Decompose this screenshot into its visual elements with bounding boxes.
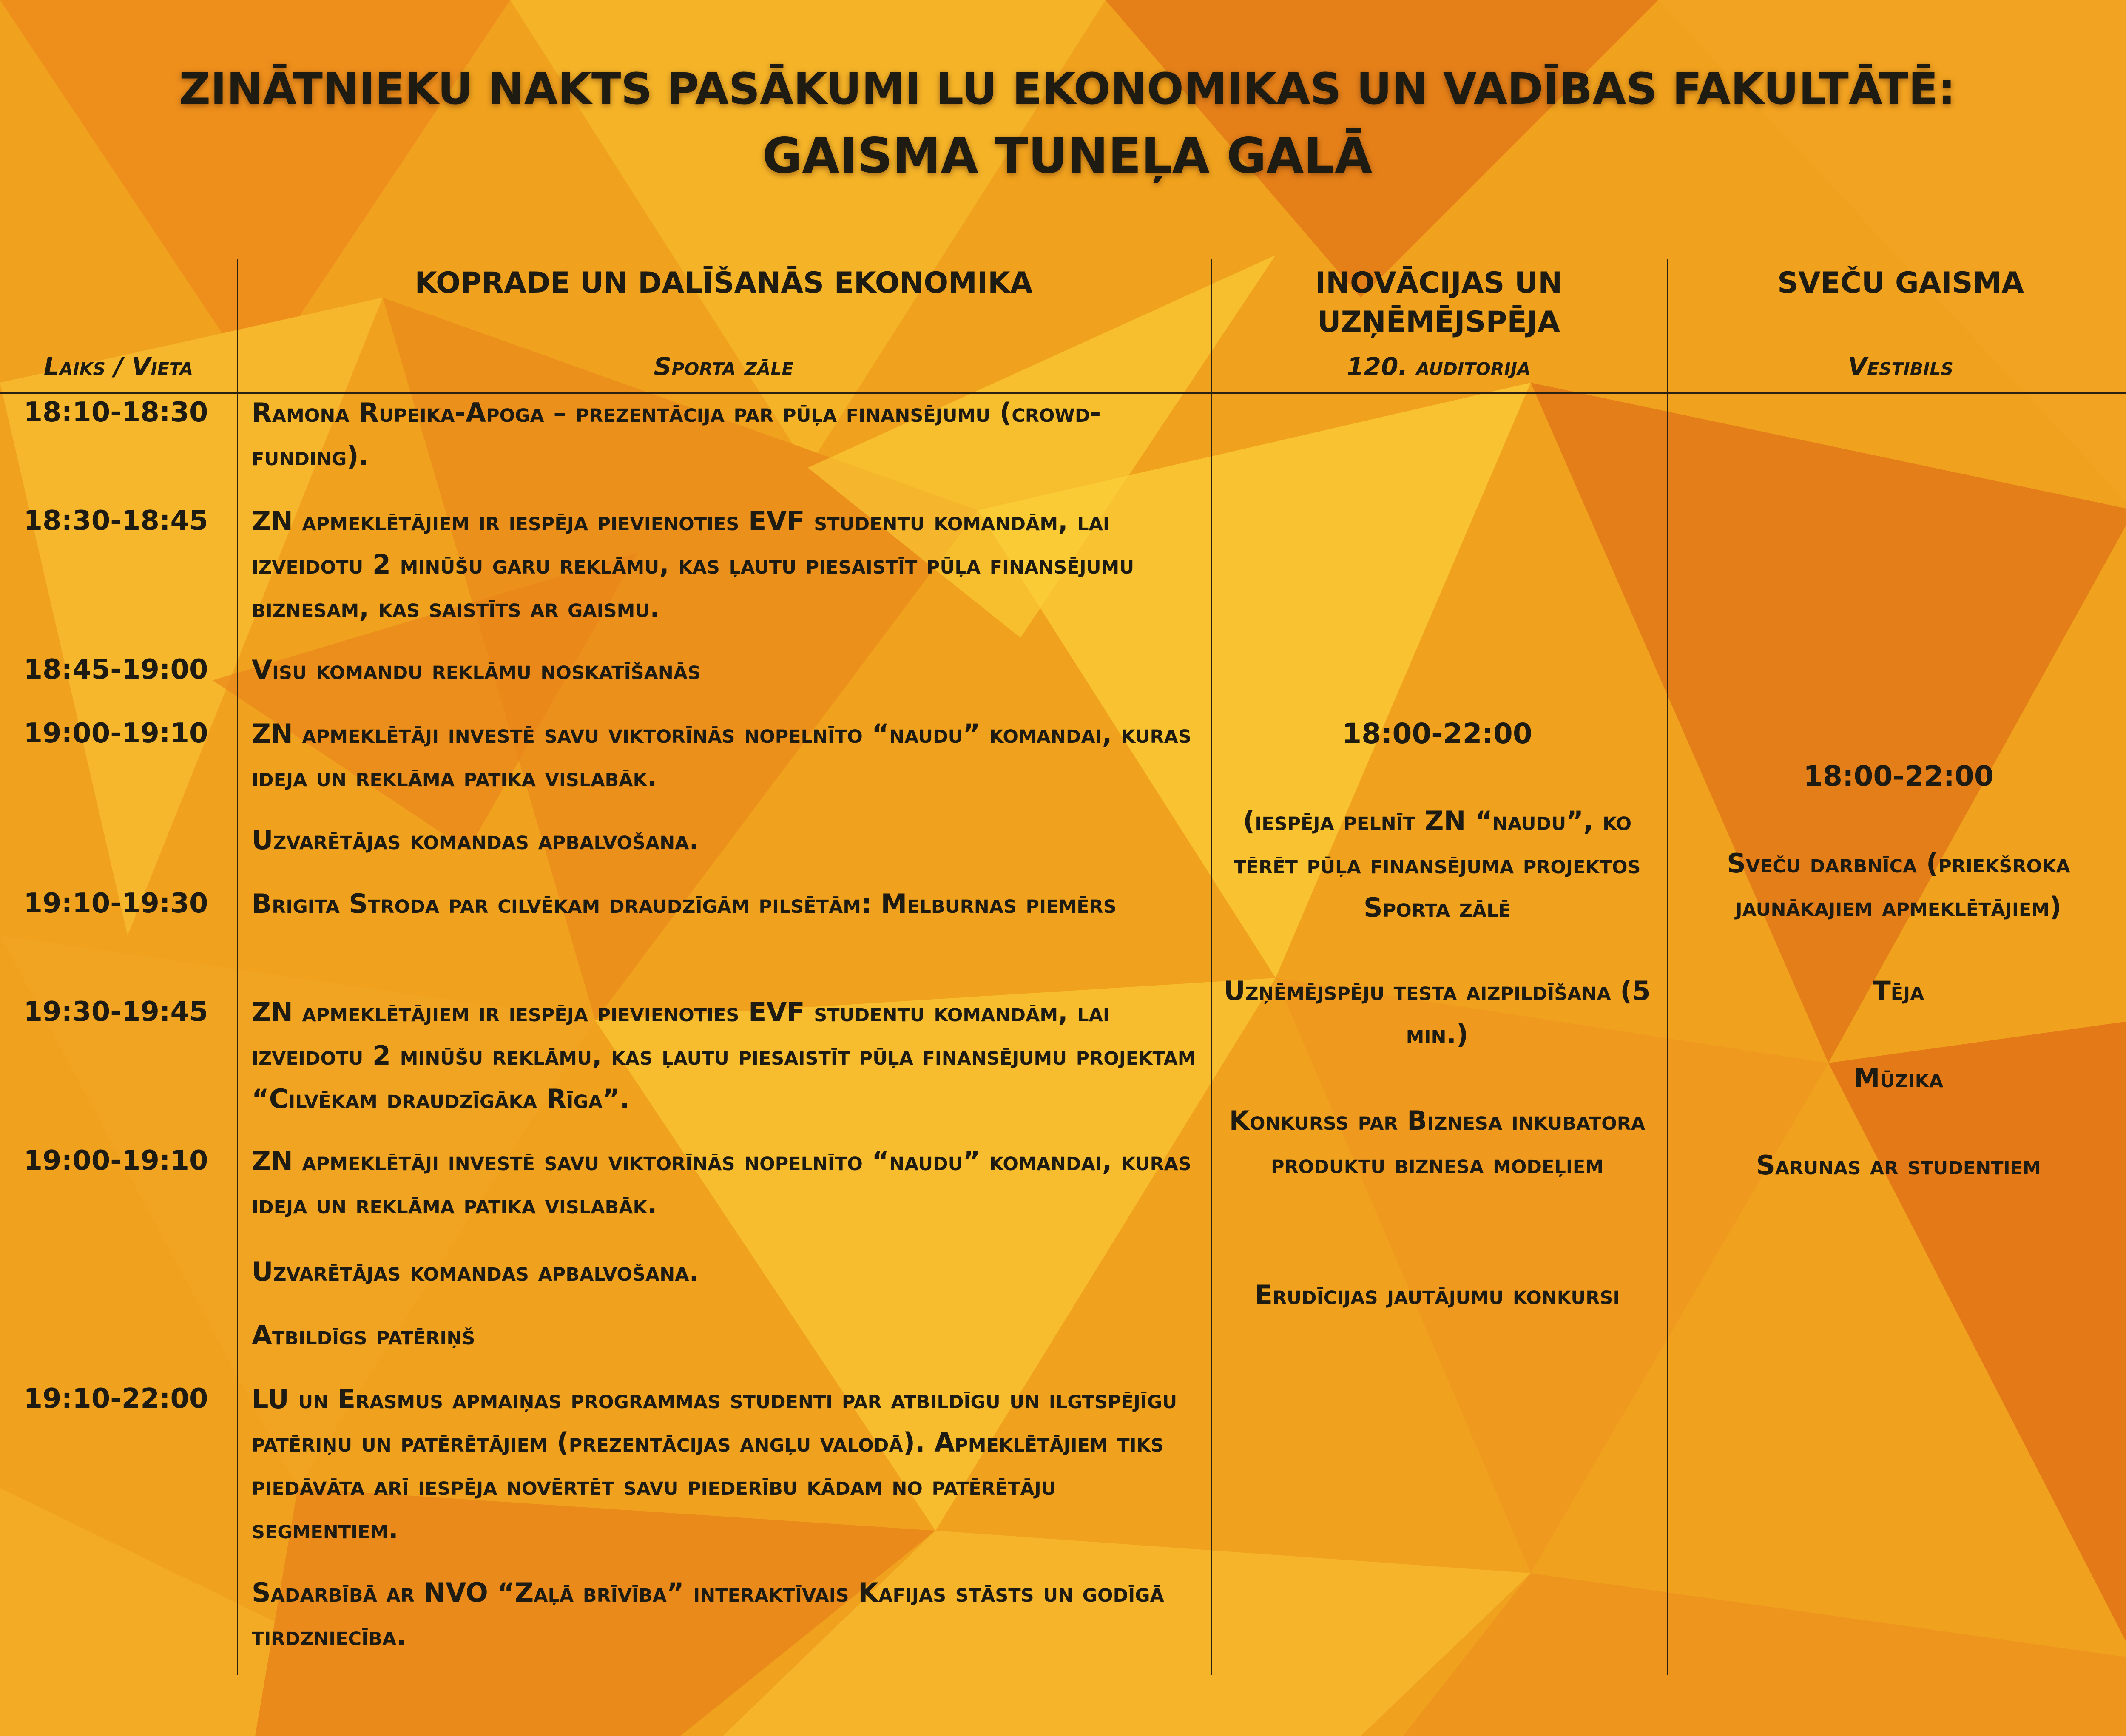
col3-item: Mūzika	[1853, 1063, 1944, 1094]
schedule-item: Uzvarētājas komandas apbalvošana.	[252, 824, 699, 855]
schedule-item: Visu komandu reklāmu noskatīšanās	[252, 654, 701, 685]
divider	[1667, 259, 1668, 1675]
col3-time: 18:00-22:00	[1803, 760, 1994, 793]
col2-item: Erudīcijas jautājumu konkursi	[1254, 1279, 1620, 1310]
schedule-item: Brigita Stroda par cilvēkam draudzīgām pilsētām: Melburnas piemērs	[252, 888, 1117, 919]
column-header: INOVĀCIJAS UN UZŅĒMĒJSPĒJA	[1315, 266, 1563, 339]
col2-item: Uzņēmējspēju testa aizpildīšana (5 min.)	[1224, 975, 1651, 1050]
divider	[237, 259, 238, 1675]
schedule-item: Uzvarētājas komandas apbalvošana.	[252, 1256, 699, 1287]
time-slot: 18:45-19:00	[23, 654, 208, 685]
col3-item: Sveču darbnīca (priekšroka jaunākajiem apmeklētājiem)	[1727, 848, 2070, 922]
time-slot: 19:10-19:30	[23, 888, 208, 919]
schedule-item: Atbildīgs patēriņš	[252, 1320, 475, 1351]
schedule-item: ZN apmeklētāji investē savu viktorīnās nopelnīto “naudu” komandai, kuras ideja un reklāma patika vislabāk.	[252, 718, 1191, 793]
col2-time: 18:00-22:00	[1342, 717, 1532, 750]
column-header: KOPRADE UN DALĪŠANĀS EKONOMIKA	[415, 266, 1033, 300]
divider	[1211, 259, 1212, 1675]
col2-item: Konkurss par Biznesa inkubatora produktu biznesa modeļiem	[1229, 1105, 1646, 1179]
schedule-item: ZN apmeklētājiem ir iespēja pievienoties EVF studentu komandām, lai izveidotu 2 minūšu reklāmu, kas ļautu piesaistīt pūļa finansējumu projektam “Cilvēkam draudzīgāka Rīga”.	[252, 997, 1196, 1114]
time-slot: 18:30-18:45	[23, 505, 208, 537]
col3-item: Tēja	[1873, 975, 1924, 1006]
col3-item: Sarunas ar studentiem	[1756, 1150, 2041, 1181]
column-subheader: Sporta zāle	[654, 352, 794, 381]
time-slot: 19:30-19:45	[23, 996, 208, 1028]
schedule-item: ZN apmeklētājiem ir iespēja pievienoties EVF studentu komandām, lai izveidotu 2 minūšu garu reklāmu, kas ļautu piesaistīt pūļa finansējumu biznesam, kas saistīts ar gaismu.	[252, 506, 1134, 623]
column-header: SVEČU GAISMA	[1777, 266, 2024, 300]
schedule-item: LU un Erasmus apmaiņas programmas studenti par atbildīgu un ilgtspējīgu patēriņu un patērētājiem (prezentācijas angļu valodā). Apmeklētājiem tiks piedāvāta arī iespēja novērtēt savu piederību kādam no patērētāju segmentiem.	[252, 1384, 1177, 1545]
time-slot: 19:00-19:10	[23, 718, 208, 749]
schedule-item: ZN apmeklētāji investē savu viktorīnās nopelnīto “naudu” komandai, kuras ideja un reklāma patika vislabāk.	[252, 1145, 1191, 1220]
column-subheader: Laiks / Vieta	[43, 352, 193, 381]
time-slot: 18:10-18:30	[23, 397, 208, 428]
time-slot: 19:00-19:10	[23, 1145, 208, 1176]
column-subheader: 120. auditorija	[1347, 352, 1531, 381]
page-title: ZINĀTNIEKU NAKTS PASĀKUMI LU EKONOMIKAS UN VADĪBAS FAKULTĀTĒ:	[179, 64, 1955, 114]
schedule-item: Sadarbībā ar NVO “Zaļā brīvība” interaktīvais Kafijas stāsts un godīgā tirdzniecība.	[252, 1577, 1164, 1651]
time-slot: 19:10-22:00	[23, 1383, 208, 1415]
column-subheader: Vestibils	[1848, 352, 1953, 381]
schedule-item: Ramona Rupeika-Apoga – prezentācija par pūļa finansējumu (crowd-funding).	[252, 397, 1101, 472]
page-subtitle: GAISMA TUNEĻA GALĀ	[762, 128, 1373, 184]
col2-item: (iespēja pelnīt ZN “naudu”, ko tērēt pūļa finansējuma projektos Sporta zālē	[1234, 805, 1641, 923]
